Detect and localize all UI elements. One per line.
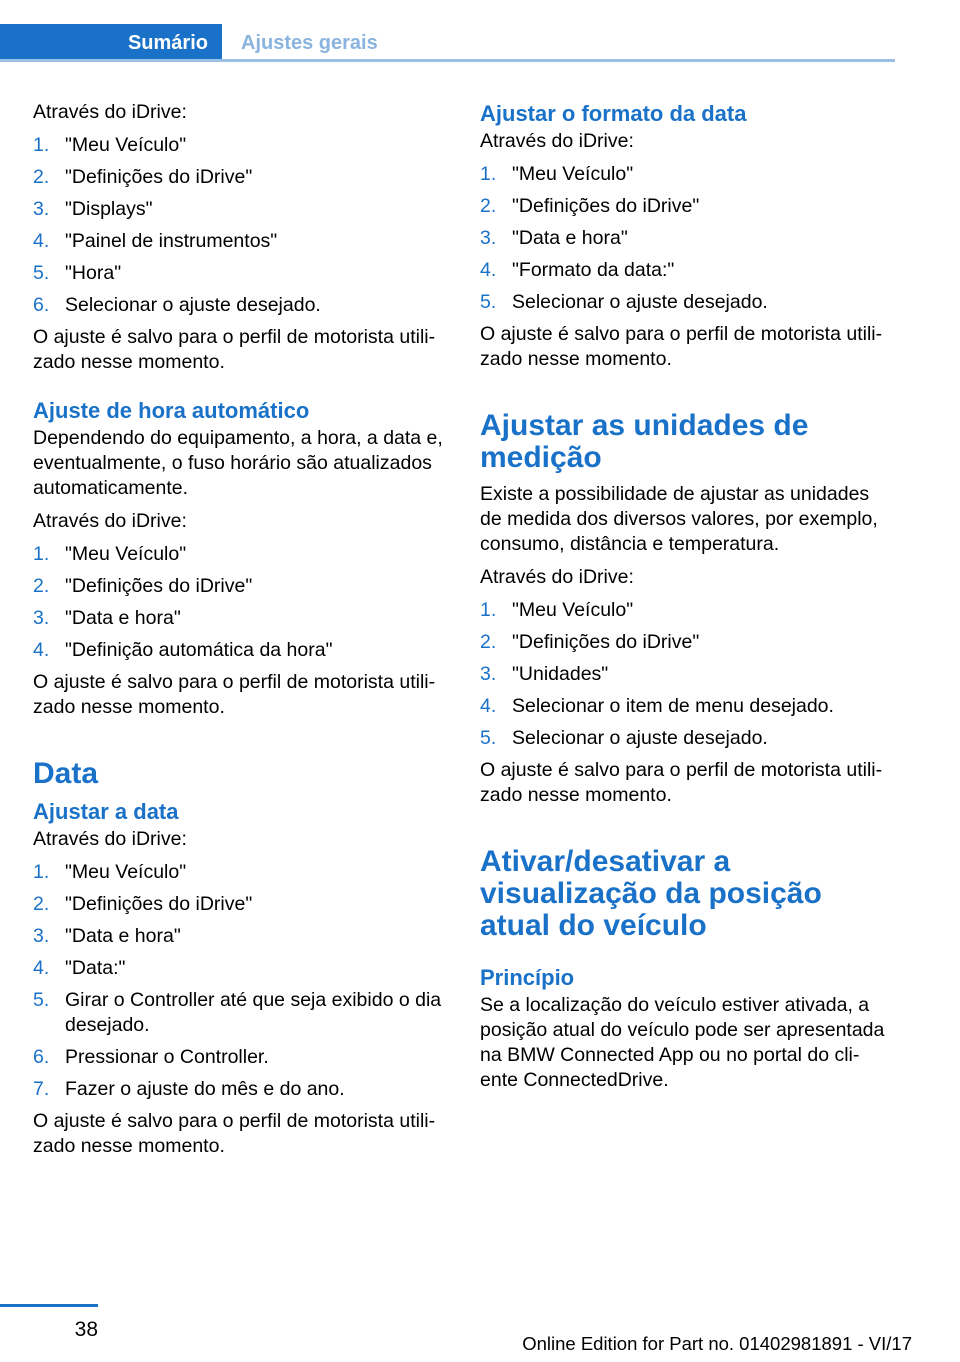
list-item: 6. Selecionar o ajuste desejado. xyxy=(33,294,321,316)
list-item: 3. "Data e hora" xyxy=(480,227,628,249)
steps-list-data xyxy=(33,860,453,1102)
list-item: 4. "Painel de instrumentos" xyxy=(33,230,278,252)
tab-ajustes-gerais[interactable] xyxy=(241,24,378,62)
list-item: 4. "Definição automática da hora" xyxy=(33,639,333,661)
list-item: 3. "Displays" xyxy=(33,198,153,220)
tab-sumario-label: Sumário xyxy=(127,31,208,54)
body-text: Dependendo do equipamento, a hora, a data e, eventualmente, o fuso horário são atualizados automaticamente. xyxy=(33,427,443,499)
header-bar xyxy=(0,24,895,62)
tab-ajustes-gerais-label: Ajustes gerais xyxy=(241,31,378,54)
list-item: 5. Girar o Controller até que seja exibido o dia desejado. xyxy=(33,989,442,1036)
list-item: 5. "Hora" xyxy=(33,262,122,284)
note-text: O ajuste é salvo para o perfil de motorista utili‐ zado nesse momento. xyxy=(33,1110,436,1157)
list-item: 5. Selecionar o ajuste desejado. xyxy=(480,727,768,749)
list-item: 2. "Definições do iDrive" xyxy=(480,631,700,653)
intro-text: Através do iDrive: xyxy=(480,130,634,152)
intro-text: Através do iDrive: xyxy=(33,828,187,850)
intro-text: Através do iDrive: xyxy=(33,101,187,123)
list-item: 5. Selecionar o ajuste desejado. xyxy=(480,291,768,313)
list-item: 4. Selecionar o item de menu desejado. xyxy=(480,695,834,717)
steps-list-unidades xyxy=(480,598,895,751)
steps-list-hora xyxy=(33,133,453,318)
footer-divider xyxy=(0,1304,98,1307)
list-item: 4. "Data:" xyxy=(33,957,126,979)
note-text: O ajuste é salvo para o perfil de motorista utili‐ zado nesse momento. xyxy=(33,671,436,718)
heading-ajustar-unidades: Ajustar as unidades de medição xyxy=(480,409,809,474)
list-item: 1. "Meu Veículo" xyxy=(33,543,187,565)
note-text: O ajuste é salvo para o perfil de motorista utili‐ zado nesse momento. xyxy=(480,323,883,370)
heading-ajuste-hora-automatico: Ajuste de hora automático xyxy=(33,398,310,423)
body-text: Se a localização do veículo estiver ativada, a posição atual do veículo pode ser apresentada na BMW Connected App ou no portal do cli‐ ente ConnectedDrive. xyxy=(480,994,885,1091)
intro-text: Através do iDrive: xyxy=(33,510,187,532)
tab-sumario[interactable] xyxy=(0,24,222,62)
list-item: 1. "Meu Veículo" xyxy=(33,861,187,883)
intro-text: Através do iDrive: xyxy=(480,566,634,588)
heading-ativar-desativar: Ativar/desativar a visualização da posição atual do veículo xyxy=(480,845,822,942)
right-column xyxy=(480,100,895,1101)
note-text: O ajuste é salvo para o perfil de motorista utili‐ zado nesse momento. xyxy=(480,759,883,806)
list-item: 1. "Meu Veículo" xyxy=(33,134,187,156)
list-item: 3. "Data e hora" xyxy=(33,607,181,629)
heading-ajustar-formato-data: Ajustar o formato da data xyxy=(480,101,747,126)
heading-ajustar-data: Ajustar a data xyxy=(33,799,179,824)
list-item: 1. "Meu Veículo" xyxy=(480,599,634,621)
list-item: 7. Fazer o ajuste do mês e do ano. xyxy=(33,1078,345,1100)
list-item: 3. "Data e hora" xyxy=(33,925,181,947)
list-item: 2. "Definições do iDrive" xyxy=(33,893,253,915)
steps-list-formato xyxy=(480,162,895,315)
list-item: 1. "Meu Veículo" xyxy=(480,163,634,185)
header-divider xyxy=(0,59,895,62)
steps-list-auto xyxy=(33,542,453,663)
heading-data: Data xyxy=(33,757,99,790)
page-number: 38 xyxy=(74,1318,98,1341)
body-text: Existe a possibilidade de ajustar as unidades de medida dos diversos valores, por exemplo, consumo, distância e temperatura. xyxy=(480,483,878,555)
list-item: 2. "Definições do iDrive" xyxy=(33,166,253,188)
note-text: O ajuste é salvo para o perfil de motorista utili‐ zado nesse momento. xyxy=(33,326,436,373)
list-item: 2. "Definições do iDrive" xyxy=(480,195,700,217)
list-item: 2. "Definições do iDrive" xyxy=(33,575,253,597)
list-item: 4. "Formato da data:" xyxy=(480,259,675,281)
left-column xyxy=(33,100,453,1167)
heading-principio: Princípio xyxy=(480,965,575,990)
list-item: 3. "Unidades" xyxy=(480,663,609,685)
edition-note: Online Edition for Part no. 01402981891 - VI/17 xyxy=(522,1333,912,1354)
list-item: 6. Pressionar o Controller. xyxy=(33,1046,269,1068)
